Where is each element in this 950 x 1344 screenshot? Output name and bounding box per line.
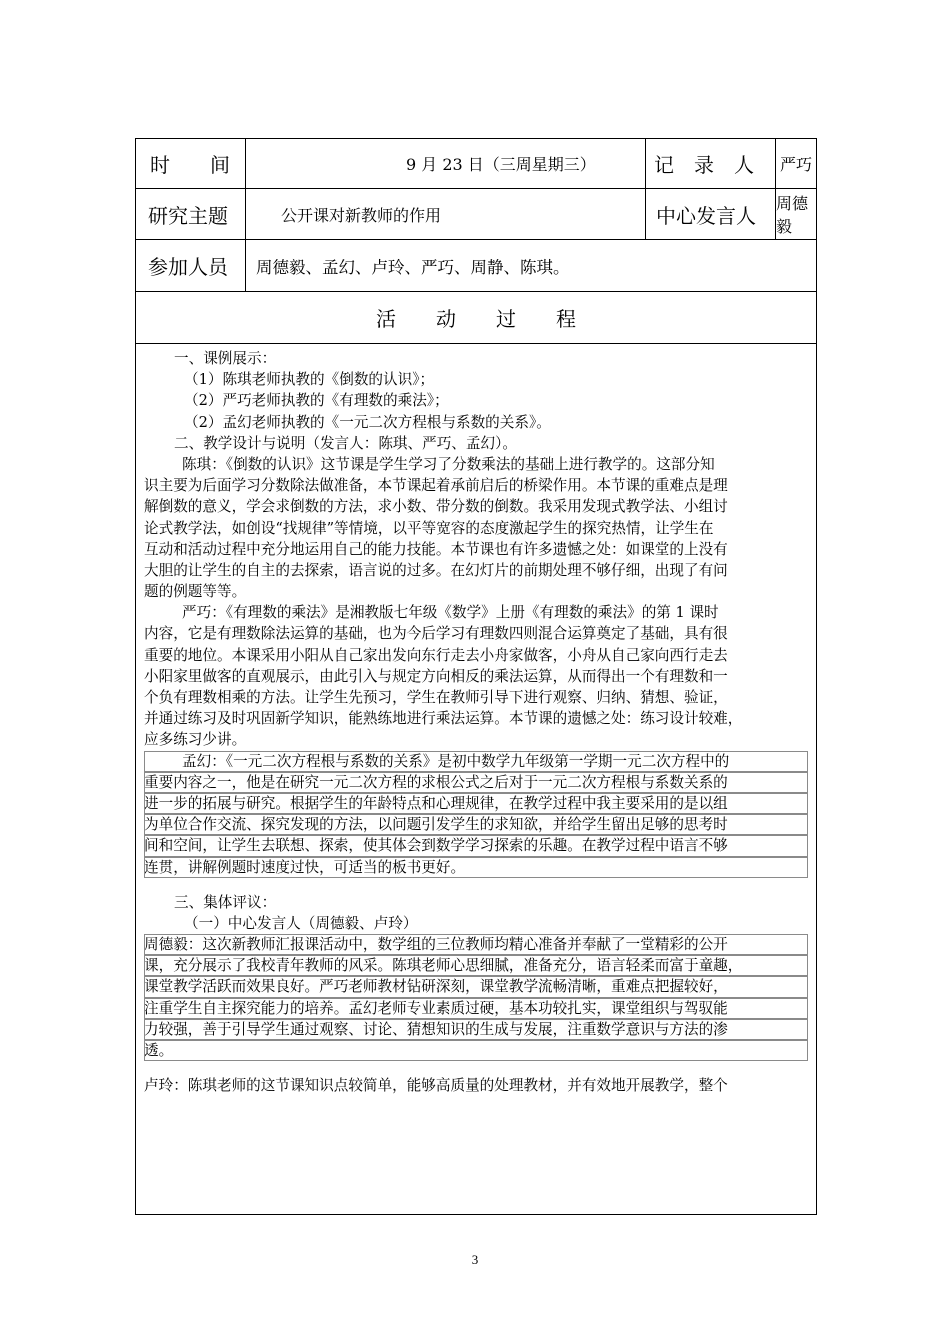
paragraph-line: 题的例题等等。 [144, 583, 247, 601]
row-participants [136, 240, 816, 292]
speaker-label: 中心发言人 [646, 189, 776, 239]
paragraph-line: 孟幻：《一元二次方程根与系数的关系》是初中数学九年级第一学期一元二次方程中的 [144, 751, 808, 772]
paragraph-line: 课，充分展示了我校青年教师的风采。陈琪老师心思细腻，准备充分，语言轻柔而富于童趣， [144, 955, 808, 976]
record-table [135, 138, 817, 1215]
row-time [136, 139, 816, 189]
paragraph-line: 论式教学法，如创设“找规律”等情境，以平等宽容的态度激起学生的探究热情，让学生在 [144, 519, 714, 537]
topic-value: 公开课对新教师的作用 [246, 189, 646, 239]
paragraph-line: 严巧：《有理数的乘法》是湘教版七年级《数学》上册《有理数的乘法》的第 1 课时 [182, 604, 719, 622]
section-1-item-1: （1）陈琪老师执教的《倒数的认识》； [184, 371, 435, 389]
paragraph-line: 应多练习少讲。 [144, 731, 247, 749]
paragraph-line: 个负有理数相乘的方法。让学生先预习，学生在教师引导下进行观察、归纳、猜想、验证， [144, 689, 728, 706]
paragraph-line: 大胆的让学生的自主的去探索，语言说的过多。在幻灯片的前期处理不够仔细，出现了有问 [144, 561, 728, 579]
paragraph-line: 内容，它是有理数除法运算的基础，也为今后学习有理数四则混合运算奠定了基础，具有很 [144, 625, 728, 643]
section-1-item-2: （2）严巧老师执教的《有理数的乘法》； [184, 392, 449, 410]
activity-body [136, 344, 816, 1214]
paragraph-line: 小阳家里做客的直观展示，由此引入与规定方向相反的乘法运算，从而得出一个有理数和一 [144, 667, 728, 685]
participants-value: 周德毅、孟幻、卢玲、严巧、周静、陈琪。 [256, 257, 570, 277]
time-value: 9 月 23 日（三周星期三） [246, 139, 646, 188]
recorder-label: 记 录 人 [646, 139, 776, 188]
row-activity-title [136, 292, 816, 344]
paragraph-line: 周德毅：这次新教师汇报课活动中，数学组的三位教师均精心准备并奉献了一堂精彩的公开 [144, 934, 808, 955]
paragraph-line: 解倒数的意义，学会求倒数的方法，求小数、带分数的倒数。我采用发现式教学法、小组讨 [144, 498, 728, 516]
section-1-title: 一、课例展示： [174, 350, 277, 367]
paragraph-line: 陈琪：《倒数的认识》这节课是学生学习了分数乘法的基础上进行教学的。这部分知 [182, 455, 715, 473]
paragraph-line: 力较强，善于引导学生通过观察、讨论、猜想知识的生成与发展，注重数学意识与方法的渗 [144, 1019, 808, 1040]
paragraph-line: 互动和活动过程中充分地运用自己的能力技能。本节课也有许多遗憾之处：如课堂的上没有 [144, 540, 728, 558]
paragraph-line: 透。 [144, 1040, 808, 1061]
paragraph-yanqiao [144, 602, 808, 750]
section-3-subtitle: （一）中心发言人（周德毅、卢玲） [184, 914, 418, 932]
participants-label: 参加人员 [136, 240, 246, 291]
paragraph-line: 进一步的拓展与研究。根据学生的年龄特点和心理规律，在教学过程中我主要采用的是以组 [144, 793, 808, 814]
paragraph-chenqi [144, 454, 808, 602]
paragraph-line: 重要内容之一，他是在研究一元二次方程的求根公式之后对于一元二次方程根与系数关系的 [144, 772, 808, 793]
paragraph-line: 重要的地位。本课采用小阳从自己家出发向东行走去小舟家做客，小舟从自己家向西行走去 [144, 646, 728, 664]
topic-label: 研究主题 [136, 189, 246, 239]
paragraph-line: 识主要为后面学习分数除法做准备，本节课起着承前启后的桥梁作用。本节课的重难点是理 [144, 477, 728, 495]
recorder-value: 严巧 [779, 155, 812, 174]
section-3-title: 三、集体评议： [174, 893, 277, 911]
time-label: 时 间 [136, 139, 246, 188]
paragraph-line: 连贯，讲解例题时速度过快，可适当的板书更好。 [144, 857, 808, 878]
paragraph-line: 间和空间，让学生去联想、探索，使其体会到数学学习探索的乐趣。在教学过程中语言不够 [144, 835, 808, 856]
speaker-value: 周德毅 [776, 194, 809, 236]
activity-title: 活动过程 [376, 307, 616, 331]
paragraph-line: 课堂教学活跃而效果良好。严巧老师教材钻研深刻，课堂教学流畅清晰，重难点把握较好， [144, 976, 808, 997]
section-2-title: 二、教学设计与说明（发言人：陈琪、严巧、孟幻）。 [174, 434, 517, 452]
page-number: 3 [471, 1252, 479, 1267]
paragraph-zhoudeyi [144, 934, 808, 1061]
paragraph-line: 为单位合作交流、探究发现的方法，以问题引发学生的求知欲，并给学生留出足够的思考时 [144, 814, 808, 835]
paragraph-line: 并通过练习及时巩固新学知识，能熟练地进行乘法运算。本节课的遗憾之处：练习设计较难， [144, 710, 743, 728]
paragraph-line: 注重学生自主探究能力的培养。孟幻老师专业素质过硬，基本功较扎实，课堂组织与驾驭能 [144, 998, 808, 1019]
paragraph-luling-first-line: 卢玲：陈琪老师的这节课知识点较简单，能够高质量的处理教材，并有效地开展教学，整个 [144, 1077, 728, 1095]
section-1-item-3: （2）孟幻老师执教的《一元二次方程根与系数的关系》。 [184, 413, 551, 431]
row-topic [136, 189, 816, 240]
paragraph-menghuan [144, 751, 808, 878]
